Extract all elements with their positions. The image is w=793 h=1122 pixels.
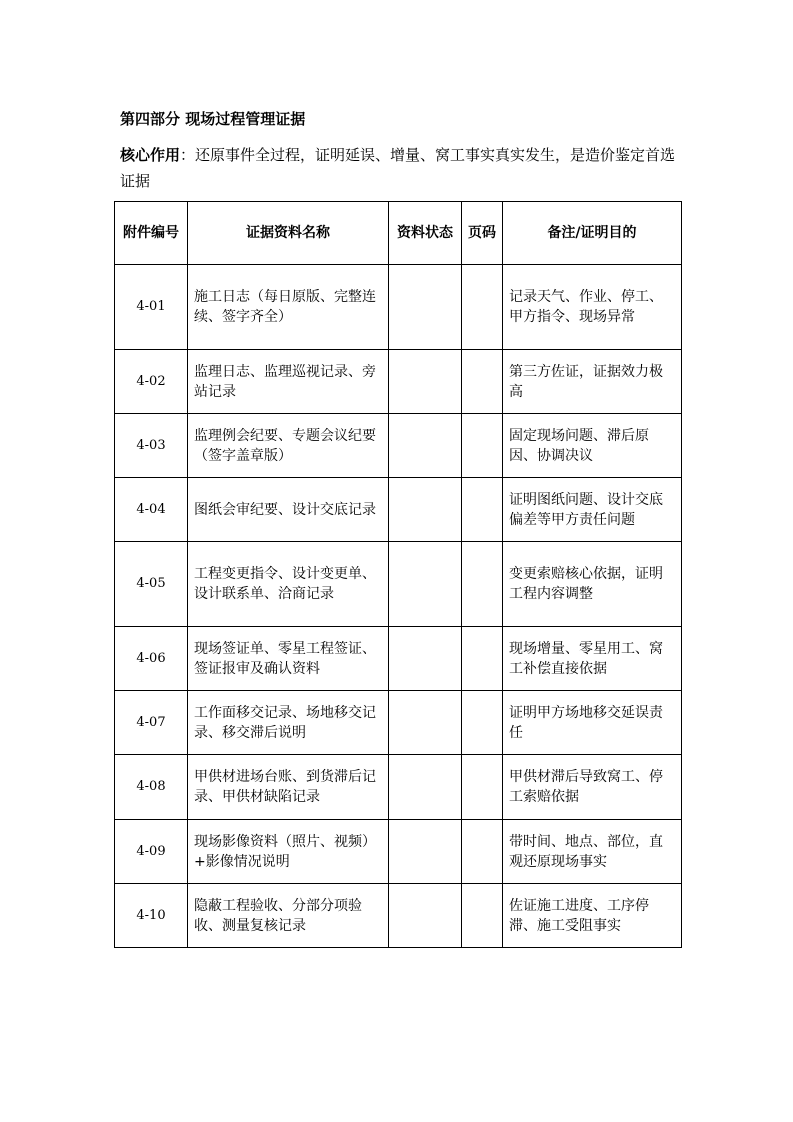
row-page	[462, 884, 503, 948]
row-name: 现场签证单、零星工程签证、签证报审及确认资料	[188, 627, 389, 691]
table-row	[115, 627, 682, 691]
row-status	[389, 350, 462, 414]
row-id: 4-04	[115, 478, 188, 542]
row-status	[389, 884, 462, 948]
row-name: 工作面移交记录、场地移交记录、移交滞后说明	[188, 691, 389, 755]
row-page	[462, 820, 503, 884]
row-id: 4-07	[115, 691, 188, 755]
row-name: 图纸会审纪要、设计交底记录	[188, 478, 389, 542]
header-id: 附件编号	[115, 202, 188, 265]
row-page	[462, 691, 503, 755]
row-status	[389, 627, 462, 691]
table-row	[115, 884, 682, 948]
table-row	[115, 755, 682, 820]
table-row	[115, 691, 682, 755]
row-name: 甲供材进场台账、到货滞后记录、甲供材缺陷记录	[188, 755, 389, 820]
row-id: 4-10	[115, 884, 188, 948]
row-status	[389, 478, 462, 542]
row-page	[462, 414, 503, 478]
header-status: 资料状态	[389, 202, 462, 265]
header-page: 页码	[462, 202, 503, 265]
row-status	[389, 542, 462, 627]
row-id: 4-08	[115, 755, 188, 820]
row-note: 证明甲方场地移交延误责任	[503, 691, 682, 755]
row-name: 隐蔽工程验收、分部分项验收、测量复核记录	[188, 884, 389, 948]
row-name: 施工日志（每日原版、完整连续、签字齐全）	[188, 265, 389, 350]
row-note: 记录天气、作业、停工、甲方指令、现场异常	[503, 265, 682, 350]
row-page	[462, 478, 503, 542]
row-note: 第三方佐证，证据效力极高	[503, 350, 682, 414]
row-note: 变更索赔核心依据，证明工程内容调整	[503, 542, 682, 627]
core-purpose	[120, 142, 680, 194]
row-page	[462, 542, 503, 627]
row-page	[462, 755, 503, 820]
row-name: 监理日志、监理巡视记录、旁站记录	[188, 350, 389, 414]
table-row	[115, 820, 682, 884]
row-id: 4-05	[115, 542, 188, 627]
row-page	[462, 350, 503, 414]
row-note: 固定现场问题、滞后原因、协调决议	[503, 414, 682, 478]
header-note: 备注/证明目的	[503, 202, 682, 265]
header-name: 证据资料名称	[188, 202, 389, 265]
row-id: 4-09	[115, 820, 188, 884]
row-status	[389, 691, 462, 755]
row-id: 4-02	[115, 350, 188, 414]
table-row	[115, 542, 682, 627]
table-row	[115, 414, 682, 478]
row-status	[389, 265, 462, 350]
row-name: 工程变更指令、设计变更单、设计联系单、洽商记录	[188, 542, 389, 627]
core-purpose-text: ：还原事件全过程，证明延误、增量、窝工事实真实发生，是造价鉴定首选证据	[120, 146, 676, 190]
row-name: 现场影像资料（照片、视频）+影像情况说明	[188, 820, 389, 884]
evidence-table	[114, 201, 682, 948]
table-row	[115, 350, 682, 414]
section-title: 第四部分 现场过程管理证据	[120, 110, 306, 128]
core-purpose-label: 核心作用	[120, 146, 181, 164]
row-note: 佐证施工进度、工序停滞、施工受阻事实	[503, 884, 682, 948]
row-note: 证明图纸问题、设计交底偏差等甲方责任问题	[503, 478, 682, 542]
row-status	[389, 414, 462, 478]
row-note: 带时间、地点、部位，直观还原现场事实	[503, 820, 682, 884]
row-id: 4-03	[115, 414, 188, 478]
table-row	[115, 478, 682, 542]
row-note: 现场增量、零星用工、窝工补偿直接依据	[503, 627, 682, 691]
row-id: 4-01	[115, 265, 188, 350]
table-row	[115, 265, 682, 350]
row-name: 监理例会纪要、专题会议纪要（签字盖章版）	[188, 414, 389, 478]
table-header-row	[115, 202, 682, 265]
row-page	[462, 627, 503, 691]
row-status	[389, 820, 462, 884]
row-page	[462, 265, 503, 350]
row-id: 4-06	[115, 627, 188, 691]
row-note: 甲供材滞后导致窝工、停工索赔依据	[503, 755, 682, 820]
row-status	[389, 755, 462, 820]
